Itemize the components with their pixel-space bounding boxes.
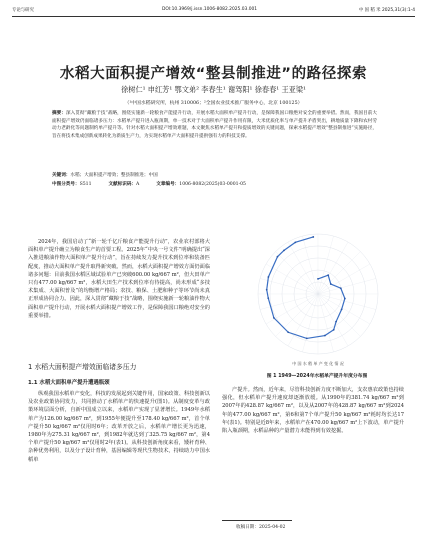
abstract (52, 110, 377, 140)
figure-caption: 图 1 1949—2024年水稻单产提升年度分布图 (266, 374, 368, 379)
classification-line (52, 181, 377, 187)
data-point (324, 335, 326, 337)
data-point (306, 338, 308, 340)
grid-spoke (266, 294, 318, 324)
subsection-heading-1-1: 1.1 水稻大面积单产提升遭遇瓶颈 (28, 380, 110, 386)
grid-spoke (318, 278, 376, 294)
grid-spoke (260, 278, 318, 294)
clc-value: S511 (79, 182, 92, 187)
received-value: 2025-04-02 (258, 525, 286, 530)
data-point (287, 331, 289, 333)
data-point (333, 329, 335, 331)
abstract-label: 摘要： (52, 111, 66, 116)
data-point (317, 278, 319, 280)
data-point (330, 283, 332, 285)
footnote-rule (222, 520, 292, 521)
grid-spoke (302, 236, 318, 294)
grid-spoke (318, 264, 370, 294)
grid-spoke (318, 294, 334, 352)
data-point (273, 317, 275, 319)
section-heading-1: 1 水稻大面积提产增效面临诸多压力 (28, 363, 137, 371)
series-line (267, 237, 345, 338)
paper-title: 水稻大面积提产增效“整县制推进”的路径探索 (59, 66, 368, 82)
doc-code-label: 文献标识码： (108, 182, 137, 187)
grid-spoke (276, 294, 318, 336)
article-no-label: 文章编号： (156, 182, 180, 187)
data-point (312, 236, 314, 238)
keywords-text: 水稻；大面积提产增效；整县制推进；中国 (70, 173, 158, 178)
running-header (12, 6, 415, 17)
data-point (294, 241, 296, 243)
grid-spoke (302, 294, 318, 352)
grid-spoke (318, 294, 376, 310)
data-point (283, 249, 285, 251)
grid-spoke (276, 252, 318, 294)
grid-spoke (318, 242, 348, 294)
affiliation: （¹中国水稻研究所，杭州 310006；²全国农业技术推广服务中心，北京 100125） (124, 101, 303, 106)
doc-code-value: A (136, 182, 140, 187)
grid-spoke (288, 294, 318, 346)
body-right-column (222, 386, 404, 435)
body-left-column (28, 390, 210, 464)
data-point (277, 256, 279, 258)
keywords-line (52, 172, 377, 178)
intro-paragraph: 2024年，我国启动了“新一轮千亿斤粮食产能提升行动”，农业农村部将大面积单产提升确立为粮食生产的首要工程。2025年“中央一号文件”明确提出“深入推进粮油作物大面积单产提升行动”，旨在持续发力提升技术到位率和装备匹配度，推动大面积单产提升取得新突破。然而，水稻大面积提产增效方面仍面临诸多问题：目前我国水稻区域试验单产已突破600.00 kg/667 m²，但大田单产只有477.00 kg/667 m²，水稻大田生产技术到位率有待提高，尚未形成“多技术集成、大面积普及”的均衡增产格局；农技、粮保、土肥和种子等环节尚未真正形成协同合力。因此，深入贯彻“藏粮于技”战略，围绕实施新一轮粮油作物大面积单产提升行动，开展水稻大面积提产增效工作，是保障我国口粮绝对安全的重要举措。 (28, 239, 210, 319)
grid-spoke (266, 264, 318, 294)
received-date (236, 524, 285, 530)
author-list: 徐树仁¹ 申红芳¹ 鄂文弟² 李春生¹ 谢驾阳¹ 徐春春¹ 王亚梁¹ (121, 85, 306, 94)
grid-spoke (318, 236, 334, 294)
data-point (266, 289, 268, 291)
body-paragraph: 纵观我国水稻单产变化，科技的发展起到关键作用，国家政策、科技创新以及农业政策协同发力，共同推动了水稻单产的快速提升(图1)。从制度变革与政策环境层面分析，自新中国成立以来，水稻单产实现了显著增长。1949年水稻单产为126.00 kg/667 m²，到1955年便提升至178.40 kg/667 m²，首个单产提升50 kg/667 m²仅用时6年；改革开放之后，水稻单产增长更为迅速，1980年为275.31 kg/667 m²，到1982年就达到了325.75 kg/667 m²，第4个单产提升50 kg/667 m²仅用时2年(表1)。从科技创新角度来看，矮秆育种、杂种优势利用，以及分子设计育种，基因编辑等现代生物技术，持续助力中国水稻单 (28, 391, 210, 463)
doi-label: DOI:10.3969/j.issn.1006-8082.2025.03.001 (162, 7, 258, 12)
article-no-value: 1006-8082(2025)03-0001-05 (179, 182, 246, 187)
data-point (340, 287, 342, 289)
data-point (268, 276, 270, 278)
intro-column (28, 238, 210, 320)
abstract-text: 深入贯彻“藏粮于技”战略，围绕实施新一轮粮食产能提升行动，开展水稻大面积单产提升行动，是保障我国口粮绝对安全的重要举措。然而，我国目前大面积提产增效仍面临诸多压力：水稻单产提升进入瓶颈期，单一技术对于大面积单产提升作用有限，大米优质化率与单产提升矛盾突出，耕地质量下降和农村劳动力老龄化等问题制约单产提升等。针对水稻大面积提产增效难题，本文聚焦水稻单产提升和提质增效的关键问题，探索水稻提产增效“整县制推进”实施路径，旨在将技术集成创新成果转化为新质生产力，为实现水稻单产大面积提升提供强有力的科技支撑。 (52, 111, 377, 139)
journal-issue-label: 中 国 稻 米 2025,31(3):1-4 (358, 8, 415, 13)
data-point (335, 321, 337, 323)
chart-title: 中 国 水 稻 单 产 变 化 情 况 (292, 361, 344, 366)
grid-spoke (288, 242, 318, 294)
received-label: 收稿日期： (236, 525, 259, 530)
data-point (341, 309, 343, 311)
data-point (267, 297, 269, 299)
data-point (344, 298, 346, 300)
keywords-label: 关键词： (52, 173, 71, 178)
clc-label: 中图分类号： (52, 182, 80, 187)
data-point (327, 274, 329, 276)
body-paragraph: 产提升。然而，近年来，尽管科技创新力度不断加大，支农惠农政策也持续强化，但水稻单产提升速度却逐渐放缓。从1990年的381.74 kg/667 m²到2007年的428.87 kg/667 m²，以及从2007年的428.87 kg/667 m²到2024年的477.00 kg/667 m²，第6和第7个单产提升50 kg/667 m²耗时均长达17年(表1)。特别是近8年来，水稻单产在470.00 kg/667 m²上下波动，单产提升陷入瓶颈期，水稻品种的产量潜力未能得到有效挖掘。 (222, 387, 404, 435)
journal-column-label: 专论与研究 (12, 8, 34, 13)
radial-chart (226, 226, 406, 368)
